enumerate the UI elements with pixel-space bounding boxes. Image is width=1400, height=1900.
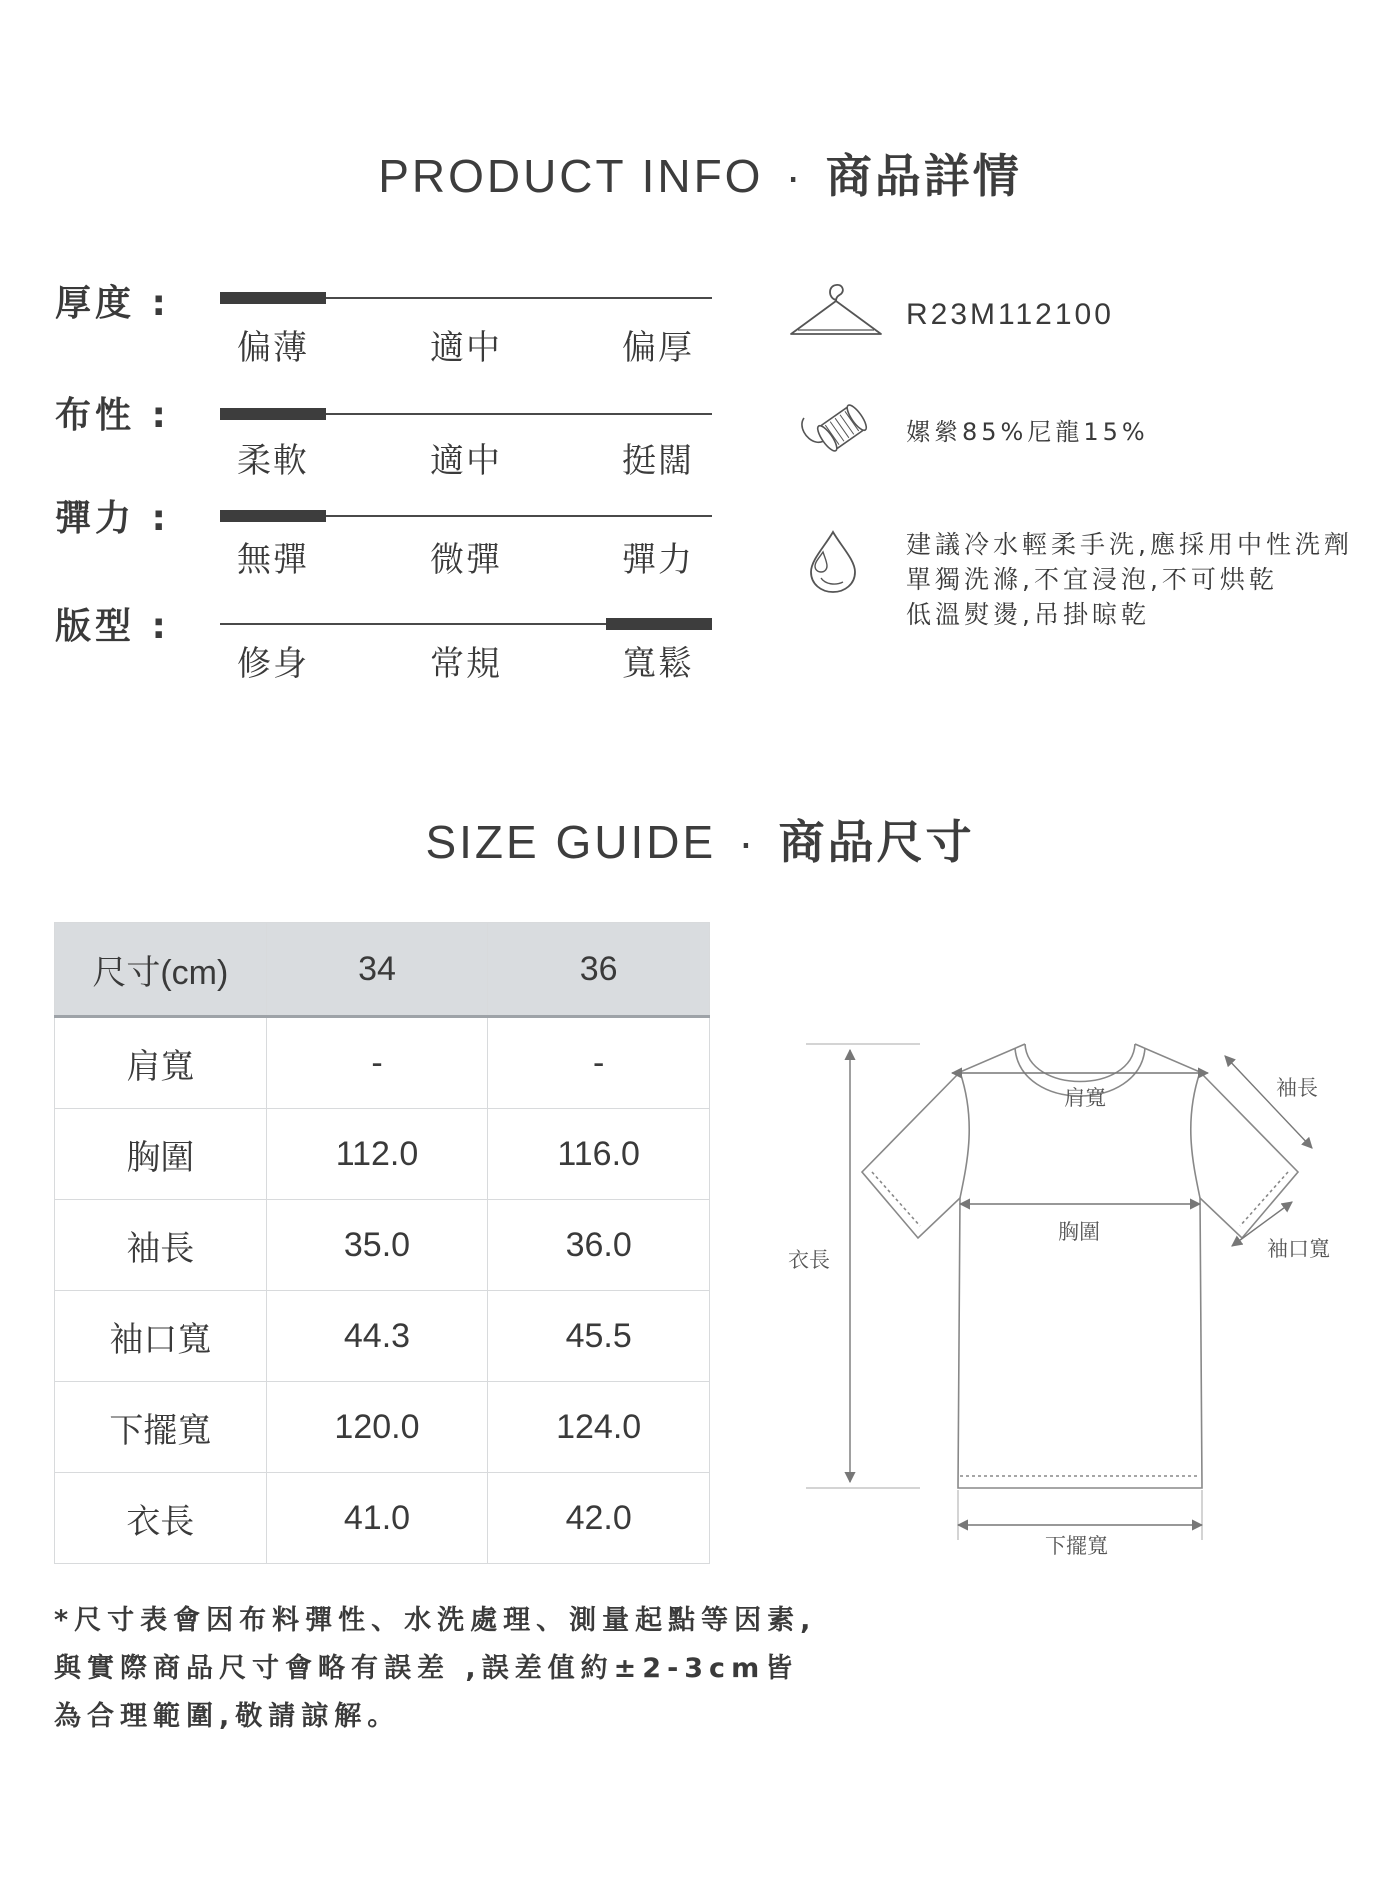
table-header-row (55, 923, 710, 1017)
attribute-label: 版型 : (55, 606, 170, 647)
table-row (55, 1200, 710, 1291)
scale-selected-marker (606, 618, 712, 630)
sleeve-length-arrow (1225, 1056, 1312, 1148)
scale-option: 柔軟 (237, 441, 309, 481)
table-cell: 44.3 (266, 1291, 488, 1382)
hanger-icon (788, 280, 884, 340)
title-separator: · (738, 816, 757, 868)
water-drop-icon (805, 528, 861, 596)
attribute-label: 彈力 : (55, 498, 170, 539)
table-cell: - (488, 1017, 710, 1109)
care-line: 建議冷水輕柔手洗,應採用中性洗劑 (906, 530, 1353, 559)
product-info-title-en: PRODUCT INFO (378, 150, 764, 202)
table-cell: 45.5 (488, 1291, 710, 1382)
table-row (55, 1017, 710, 1109)
row-label: 袖長 (55, 1200, 267, 1291)
table-cell: 35.0 (266, 1200, 488, 1291)
row-label: 肩寬 (55, 1017, 267, 1109)
scale-option: 修身 (237, 644, 309, 684)
table-cell: 42.0 (488, 1473, 710, 1564)
table-cell: 124.0 (488, 1382, 710, 1473)
size-table (54, 922, 710, 1564)
scale-option: 常規 (430, 644, 502, 684)
chest-label: 胸圍 (1058, 1220, 1100, 1244)
scale-selected-marker (220, 408, 326, 420)
scale-option: 偏厚 (622, 328, 694, 368)
scale-selected-marker (220, 510, 326, 522)
table-row (55, 1382, 710, 1473)
table-cell: 41.0 (266, 1473, 488, 1564)
care-line: 低溫熨燙,吊掛晾乾 (906, 600, 1150, 629)
size-disclaimer-note (54, 1597, 816, 1741)
size-guide-title-en: SIZE GUIDE (425, 816, 717, 868)
product-code: R23M112100 (906, 298, 1114, 331)
row-label: 胸圍 (55, 1109, 267, 1200)
table-row (55, 1473, 710, 1564)
table-header-cell: 36 (488, 923, 710, 1017)
hem-label: 下擺寬 (1045, 1534, 1108, 1558)
size-guide-title-zh: 商品尺寸 (778, 816, 975, 868)
length-label: 衣長 (788, 1248, 830, 1272)
thread-spool-icon (798, 396, 872, 460)
table-row (55, 1291, 710, 1382)
table-cell: 120.0 (266, 1382, 488, 1473)
table-header-cell: 尺寸(cm) (55, 923, 267, 1017)
table-cell: 116.0 (488, 1109, 710, 1200)
scale-option: 適中 (430, 441, 502, 481)
cuff-label: 袖口寬 (1267, 1237, 1330, 1261)
shoulder-label: 肩寬 (1064, 1086, 1106, 1110)
size-guide-title (0, 806, 1400, 872)
attribute-label: 厚度 : (55, 283, 170, 324)
scale-option: 偏薄 (237, 328, 309, 368)
care-line: 單獨洗滌,不宜浸泡,不可烘乾 (906, 565, 1278, 594)
product-info-title (0, 140, 1400, 206)
measurement-arrows (850, 1050, 1312, 1525)
attribute-label: 布性 : (55, 395, 170, 436)
scale-option: 適中 (430, 328, 502, 368)
scale-option: 彈力 (622, 540, 694, 580)
guide-lines (806, 1044, 1202, 1540)
product-info-title-zh: 商品詳情 (825, 150, 1022, 202)
note-line: 與實際商品尺寸會略有誤差 ,誤差值約±2-3cm皆 (54, 1653, 799, 1684)
scale-option: 挺闊 (622, 441, 694, 481)
table-cell: 36.0 (488, 1200, 710, 1291)
row-label: 下擺寬 (55, 1382, 267, 1473)
material-text: 嫘縈85%尼龍15% (906, 418, 1149, 446)
scale-selected-marker (220, 292, 326, 304)
sleeve-length-label: 袖長 (1276, 1076, 1318, 1100)
note-line: *尺寸表會因布料彈性、水洗處理、測量起點等因素, (54, 1605, 817, 1636)
scale-option: 微彈 (430, 540, 502, 580)
table-header-cell: 34 (266, 923, 488, 1017)
note-line: 為合理範圍,敬請諒解。 (54, 1701, 401, 1732)
scale-option: 寬鬆 (622, 644, 694, 684)
row-label: 衣長 (55, 1473, 267, 1564)
table-cell: 112.0 (266, 1109, 488, 1200)
title-separator: · (785, 150, 804, 202)
table-cell: - (266, 1017, 488, 1109)
row-label: 袖口寬 (55, 1291, 267, 1382)
scale-option: 無彈 (237, 540, 309, 580)
table-row (55, 1109, 710, 1200)
